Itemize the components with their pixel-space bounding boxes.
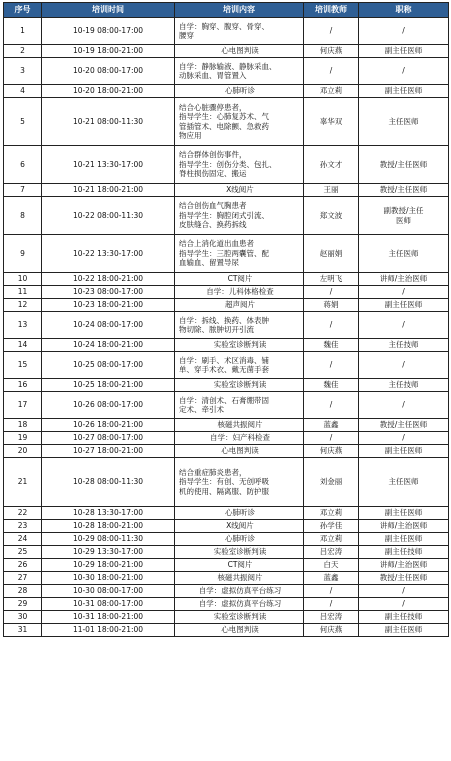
cell-content: 自学：清创术、石膏绷带固 定术、牵引术 — [175, 392, 304, 419]
cell-time: 10-25 18:00-21:00 — [42, 379, 175, 392]
cell-content: CT阅片 — [175, 559, 304, 572]
cell-time: 10-22 08:00-11:30 — [42, 197, 175, 235]
table-row — [4, 559, 449, 572]
cell-content: 结合创伤血气胸患者 指导学生：胸腔闭式引流、 皮肤缝合、换药拆线 — [175, 197, 304, 235]
cell-no: 31 — [4, 624, 42, 637]
cell-title: 主任医师 — [359, 235, 449, 273]
cell-time: 10-28 08:00-11:30 — [42, 458, 175, 507]
cell-content: 核磁共振阅片 — [175, 419, 304, 432]
cell-no: 19 — [4, 432, 42, 445]
cell-no: 4 — [4, 85, 42, 98]
cell-no: 7 — [4, 184, 42, 197]
cell-teacher: 蓝鑫 — [304, 419, 359, 432]
table-header — [4, 3, 449, 18]
table-row — [4, 197, 449, 235]
cell-content: 心肺听诊 — [175, 507, 304, 520]
table-row — [4, 624, 449, 637]
cell-title: 副主任医师 — [359, 45, 449, 58]
cell-content: 自学：虚拟仿真平台练习 — [175, 585, 304, 598]
cell-content: 结合心脏骤停患者， 指导学生：心肺复苏术、气 管插管术、电除颤、急救药 物应用 — [175, 98, 304, 146]
table-row — [4, 520, 449, 533]
cell-title: 副主任医师 — [359, 533, 449, 546]
cell-no: 29 — [4, 598, 42, 611]
cell-teacher: / — [304, 352, 359, 379]
cell-title: / — [359, 286, 449, 299]
cell-content: 结合上消化道出血患者 指导学生：三腔两囊管、配 血输血、留置导尿 — [175, 235, 304, 273]
cell-time: 10-31 18:00-21:00 — [42, 611, 175, 624]
cell-teacher: / — [304, 585, 359, 598]
cell-content: 自学：拆线、换药、体表肿 物切除、脓肿切开引流 — [175, 312, 304, 339]
cell-title: / — [359, 18, 449, 45]
cell-no: 27 — [4, 572, 42, 585]
cell-content: 实验室诊断判读 — [175, 379, 304, 392]
cell-title: 讲师/主治医师 — [359, 520, 449, 533]
cell-time: 10-21 13:30-17:00 — [42, 146, 175, 184]
cell-content: 实验室诊断判读 — [175, 546, 304, 559]
cell-title: 主任医师 — [359, 458, 449, 507]
cell-time: 10-31 08:00-17:00 — [42, 598, 175, 611]
cell-time: 10-24 18:00-21:00 — [42, 339, 175, 352]
cell-time: 10-29 18:00-21:00 — [42, 559, 175, 572]
table-row — [4, 235, 449, 273]
cell-time: 10-20 18:00-21:00 — [42, 85, 175, 98]
cell-content: 自学：儿科体格检查 — [175, 286, 304, 299]
cell-time: 10-23 08:00-17:00 — [42, 286, 175, 299]
cell-title: 讲师/主治医师 — [359, 559, 449, 572]
cell-no: 16 — [4, 379, 42, 392]
table-row — [4, 184, 449, 197]
cell-title: 副主任医师 — [359, 507, 449, 520]
cell-title: 副主任技师 — [359, 611, 449, 624]
table-row — [4, 85, 449, 98]
cell-no: 1 — [4, 18, 42, 45]
cell-teacher: 王丽 — [304, 184, 359, 197]
header-title: 职称 — [359, 3, 449, 18]
cell-title: / — [359, 392, 449, 419]
table-row — [4, 339, 449, 352]
cell-content: 自学：妇产科检查 — [175, 432, 304, 445]
cell-no: 13 — [4, 312, 42, 339]
cell-no: 21 — [4, 458, 42, 507]
cell-teacher: 何庆燕 — [304, 445, 359, 458]
table-row — [4, 98, 449, 146]
table-body — [4, 18, 449, 637]
cell-no: 9 — [4, 235, 42, 273]
cell-title: / — [359, 598, 449, 611]
cell-teacher: 何庆燕 — [304, 45, 359, 58]
cell-teacher: 郑文波 — [304, 197, 359, 235]
cell-teacher: / — [304, 286, 359, 299]
table-row — [4, 507, 449, 520]
cell-time: 10-27 08:00-17:00 — [42, 432, 175, 445]
cell-time: 10-22 13:30-17:00 — [42, 235, 175, 273]
training-schedule-table — [3, 2, 449, 637]
cell-title: 主任技师 — [359, 379, 449, 392]
table-row — [4, 18, 449, 45]
cell-title: 副教授/主任 医师 — [359, 197, 449, 235]
cell-time: 10-25 08:00-17:00 — [42, 352, 175, 379]
cell-no: 24 — [4, 533, 42, 546]
table-row — [4, 299, 449, 312]
cell-content: 超声阅片 — [175, 299, 304, 312]
cell-title: / — [359, 352, 449, 379]
table-row — [4, 352, 449, 379]
cell-content: 实验室诊断判读 — [175, 611, 304, 624]
cell-no: 26 — [4, 559, 42, 572]
cell-no: 6 — [4, 146, 42, 184]
cell-content: 自学：刷手、术区消毒、铺 单、穿手术衣、戴无菌手套 — [175, 352, 304, 379]
table-row — [4, 611, 449, 624]
cell-teacher: / — [304, 18, 359, 45]
cell-no: 18 — [4, 419, 42, 432]
cell-time: 10-29 08:00-11:30 — [42, 533, 175, 546]
cell-time: 10-20 08:00-17:00 — [42, 58, 175, 85]
cell-content: 心电图判读 — [175, 45, 304, 58]
cell-teacher: 蒋娟 — [304, 299, 359, 312]
cell-teacher: 吕宏涛 — [304, 611, 359, 624]
cell-time: 10-26 08:00-17:00 — [42, 392, 175, 419]
table-row — [4, 445, 449, 458]
cell-time: 10-26 18:00-21:00 — [42, 419, 175, 432]
cell-title: 主任技师 — [359, 339, 449, 352]
header-time: 培训时间 — [42, 3, 175, 18]
cell-teacher: 孙学佳 — [304, 520, 359, 533]
cell-teacher: 蓝鑫 — [304, 572, 359, 585]
cell-no: 17 — [4, 392, 42, 419]
table-row — [4, 585, 449, 598]
table-row — [4, 273, 449, 286]
cell-no: 5 — [4, 98, 42, 146]
table-row — [4, 379, 449, 392]
cell-content: 自学：虚拟仿真平台练习 — [175, 598, 304, 611]
header-no: 序号 — [4, 3, 42, 18]
cell-title: 讲师/主治医师 — [359, 273, 449, 286]
cell-title: / — [359, 58, 449, 85]
cell-time: 10-19 18:00-21:00 — [42, 45, 175, 58]
cell-time: 11-01 18:00-21:00 — [42, 624, 175, 637]
cell-teacher: 邓立莉 — [304, 507, 359, 520]
table-row — [4, 533, 449, 546]
cell-title: 教授/主任医师 — [359, 146, 449, 184]
cell-content: 结合重症肺炎患者， 指导学生：有创、无创呼吸 机的使用、隔离服、防护服 — [175, 458, 304, 507]
cell-no: 23 — [4, 520, 42, 533]
cell-content: CT阅片 — [175, 273, 304, 286]
cell-content: 心肺听诊 — [175, 533, 304, 546]
table-row — [4, 58, 449, 85]
cell-time: 10-28 18:00-21:00 — [42, 520, 175, 533]
table-row — [4, 598, 449, 611]
cell-no: 8 — [4, 197, 42, 235]
cell-teacher: 何庆燕 — [304, 624, 359, 637]
cell-title: / — [359, 432, 449, 445]
cell-teacher: 吕宏涛 — [304, 546, 359, 559]
cell-no: 28 — [4, 585, 42, 598]
cell-teacher: 左明飞 — [304, 273, 359, 286]
cell-no: 30 — [4, 611, 42, 624]
cell-content: 心肺听诊 — [175, 85, 304, 98]
cell-time: 10-21 18:00-21:00 — [42, 184, 175, 197]
cell-teacher: 孙文才 — [304, 146, 359, 184]
cell-time: 10-21 08:00-11:30 — [42, 98, 175, 146]
header-row — [4, 3, 449, 18]
cell-title: 副主任技师 — [359, 546, 449, 559]
table-row — [4, 146, 449, 184]
cell-no: 15 — [4, 352, 42, 379]
cell-teacher: / — [304, 598, 359, 611]
cell-no: 14 — [4, 339, 42, 352]
cell-teacher: 辜华双 — [304, 98, 359, 146]
table-row — [4, 45, 449, 58]
cell-no: 10 — [4, 273, 42, 286]
cell-no: 11 — [4, 286, 42, 299]
cell-teacher: 魏佳 — [304, 339, 359, 352]
cell-no: 3 — [4, 58, 42, 85]
cell-teacher: / — [304, 312, 359, 339]
cell-time: 10-19 08:00-17:00 — [42, 18, 175, 45]
table-row — [4, 432, 449, 445]
cell-teacher: / — [304, 432, 359, 445]
table-row — [4, 312, 449, 339]
cell-content: 自学：静脉输液、静脉采血、 动脉采血、胃管置入 — [175, 58, 304, 85]
cell-title: / — [359, 585, 449, 598]
table-row — [4, 419, 449, 432]
cell-title: 教授/主任医师 — [359, 184, 449, 197]
cell-teacher: 邓立莉 — [304, 85, 359, 98]
cell-content: X线阅片 — [175, 184, 304, 197]
cell-teacher: 赵丽娟 — [304, 235, 359, 273]
cell-title: 教授/主任医师 — [359, 419, 449, 432]
cell-content: 实验室诊断判读 — [175, 339, 304, 352]
cell-title: 副主任医师 — [359, 445, 449, 458]
cell-content: 核磁共振阅片 — [175, 572, 304, 585]
cell-no: 20 — [4, 445, 42, 458]
cell-content: 自学：胸穿、腹穿、骨穿、 腰穿 — [175, 18, 304, 45]
cell-title: 副主任医师 — [359, 624, 449, 637]
cell-title: / — [359, 312, 449, 339]
cell-content: 结合群体创伤事件， 指导学生：创伤分类、包扎、 脊柱损伤固定、搬运 — [175, 146, 304, 184]
cell-content: 心电图判读 — [175, 624, 304, 637]
cell-title: 副主任医师 — [359, 299, 449, 312]
cell-no: 25 — [4, 546, 42, 559]
cell-teacher: 白天 — [304, 559, 359, 572]
cell-title: 主任医师 — [359, 98, 449, 146]
cell-time: 10-29 13:30-17:00 — [42, 546, 175, 559]
cell-content: X线阅片 — [175, 520, 304, 533]
cell-time: 10-28 13:30-17:00 — [42, 507, 175, 520]
cell-time: 10-30 18:00-21:00 — [42, 572, 175, 585]
header-teacher: 培训教师 — [304, 3, 359, 18]
cell-no: 2 — [4, 45, 42, 58]
cell-teacher: / — [304, 58, 359, 85]
table-row — [4, 286, 449, 299]
cell-title: 教授/主任医师 — [359, 572, 449, 585]
cell-no: 22 — [4, 507, 42, 520]
cell-time: 10-22 18:00-21:00 — [42, 273, 175, 286]
cell-teacher: 刘金丽 — [304, 458, 359, 507]
table-row — [4, 572, 449, 585]
cell-teacher: 魏佳 — [304, 379, 359, 392]
header-content: 培训内容 — [175, 3, 304, 18]
cell-content: 心电图判读 — [175, 445, 304, 458]
cell-teacher: 邓立莉 — [304, 533, 359, 546]
cell-time: 10-24 08:00-17:00 — [42, 312, 175, 339]
cell-no: 12 — [4, 299, 42, 312]
cell-title: 副主任医师 — [359, 85, 449, 98]
cell-time: 10-30 08:00-17:00 — [42, 585, 175, 598]
cell-time: 10-27 18:00-21:00 — [42, 445, 175, 458]
cell-teacher: / — [304, 392, 359, 419]
cell-time: 10-23 18:00-21:00 — [42, 299, 175, 312]
table-row — [4, 392, 449, 419]
table-row — [4, 546, 449, 559]
table-row — [4, 458, 449, 507]
